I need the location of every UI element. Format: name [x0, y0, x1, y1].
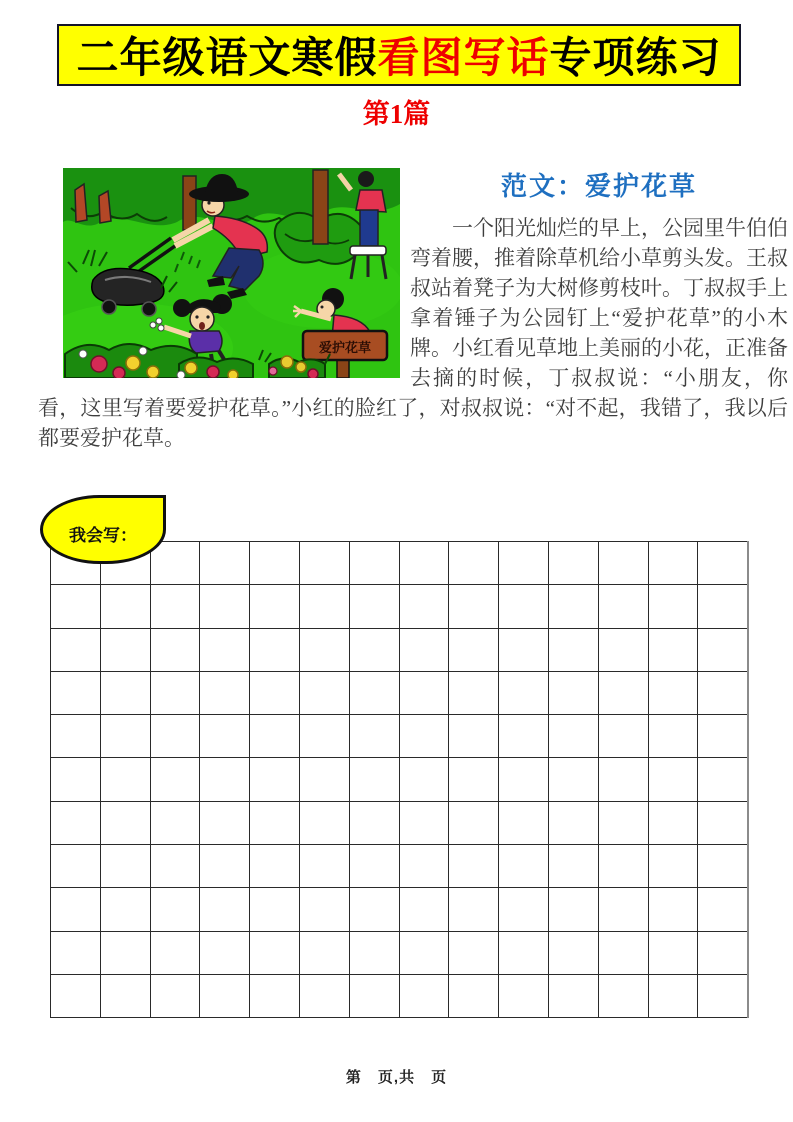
- grid-cell: [100, 715, 150, 758]
- grid-cell: [548, 715, 598, 758]
- grid-row: [51, 628, 749, 671]
- grid-cell: [51, 845, 101, 888]
- page-footer: 第 页,共 页: [345, 1069, 448, 1086]
- grid-cell: [499, 758, 549, 801]
- essay-body-text: 一个阳光灿烂的早上，公园里牛伯伯弯着腰，推着除草机给小草剪头发。王叔叔站着凳子为大树修剪枝叶。丁叔叔手上拿着锤子为公园钉上“爱护花草”的小木牌。小红看见草地上美丽的小花，正准备去摘的时候，丁叔叔说：“小朋友，你看，这里写着要爱护花草。”小红的脸红了，对叔叔说：“对不起，我错了，我以后都要爱护花草。: [38, 216, 788, 450]
- grid-cell: [250, 542, 300, 585]
- grid-cell: [598, 585, 648, 628]
- grid-cell: [250, 931, 300, 974]
- grid-cell: [698, 845, 748, 888]
- grid-cell: [299, 758, 349, 801]
- grid-cell: [648, 888, 698, 931]
- grid-cell: [349, 801, 399, 844]
- grid-cell: [698, 974, 748, 1017]
- grid-cell: [648, 542, 698, 585]
- grid-cell: [100, 974, 150, 1017]
- grid-cell: [548, 845, 598, 888]
- grid-cell: [499, 888, 549, 931]
- grid-cell: [698, 542, 748, 585]
- grid-cell: [399, 715, 449, 758]
- grid-cell: [150, 758, 200, 801]
- grid-cell: [598, 801, 648, 844]
- grid-cell: [598, 542, 648, 585]
- grid-cell: [200, 758, 250, 801]
- grid-cell: [299, 671, 349, 714]
- grid-cell: [299, 888, 349, 931]
- title-segment-2-red: 看图写话: [377, 36, 550, 82]
- grid-row: [51, 758, 749, 801]
- grid-row: [51, 931, 749, 974]
- grid-cell: [499, 542, 549, 585]
- grid-cell: [100, 758, 150, 801]
- grid-cell: [399, 931, 449, 974]
- grid-cell: [100, 585, 150, 628]
- grid-cell: [349, 715, 399, 758]
- title-banner: [57, 24, 741, 86]
- grid-cell: [548, 888, 598, 931]
- grid-cell: [449, 845, 499, 888]
- grid-cell: [598, 888, 648, 931]
- sample-essay-heading: 范文：爱护花草: [500, 172, 697, 201]
- grid-cell: [499, 585, 549, 628]
- grid-cell: [648, 758, 698, 801]
- grid-cell: [51, 715, 101, 758]
- grid-row: [51, 801, 749, 844]
- grid-cell: [698, 931, 748, 974]
- grid-cell: [598, 671, 648, 714]
- grid-cell: [150, 585, 200, 628]
- grid-cell: [648, 974, 698, 1017]
- grid-cell: [648, 845, 698, 888]
- grid-cell: [250, 585, 300, 628]
- grid-cell: [299, 974, 349, 1017]
- grid-cell: [200, 888, 250, 931]
- sign-text: 爱护花草: [318, 340, 372, 355]
- park-illustration: [63, 168, 400, 378]
- grid-cell: [548, 974, 598, 1017]
- grid-cell: [349, 845, 399, 888]
- grid-row: [51, 671, 749, 714]
- grid-cell: [349, 888, 399, 931]
- grid-cell: [51, 585, 101, 628]
- grid-cell: [648, 801, 698, 844]
- grid-cell: [499, 931, 549, 974]
- grid-cell: [349, 585, 399, 628]
- grid-cell: [250, 671, 300, 714]
- grid-cell: [250, 845, 300, 888]
- grid-cell: [51, 671, 101, 714]
- grid-cell: [698, 585, 748, 628]
- grid-cell: [648, 585, 698, 628]
- grid-cell: [100, 888, 150, 931]
- grid-cell: [399, 585, 449, 628]
- grid-cell: [648, 628, 698, 671]
- grid-cell: [598, 974, 648, 1017]
- grid-cell: [648, 715, 698, 758]
- grid-cell: [200, 931, 250, 974]
- grid-cell: [449, 671, 499, 714]
- grid-cell: [51, 931, 101, 974]
- grid-cell: [698, 715, 748, 758]
- grid-cell: [150, 715, 200, 758]
- grid-cell: [499, 671, 549, 714]
- grid-cell: [399, 671, 449, 714]
- grid-cell: [499, 715, 549, 758]
- grid-cell: [150, 931, 200, 974]
- grid-cell: [349, 758, 399, 801]
- grid-cell: [150, 542, 200, 585]
- grid-cell: [399, 974, 449, 1017]
- grid-cell: [250, 801, 300, 844]
- grid-cell: [399, 628, 449, 671]
- grid-cell: [200, 671, 250, 714]
- grid-cell: [449, 974, 499, 1017]
- grid-cell: [51, 888, 101, 931]
- writing-grid: [50, 541, 749, 1018]
- grid-cell: [648, 671, 698, 714]
- grid-cell: [499, 974, 549, 1017]
- grid-cell: [200, 801, 250, 844]
- title-segment-3: 专项练习: [549, 36, 722, 82]
- grid-cell: [100, 931, 150, 974]
- grid-cell: [598, 758, 648, 801]
- grid-cell: [100, 801, 150, 844]
- i-can-write-label: 我会写：: [69, 526, 137, 545]
- grid-row: [51, 585, 749, 628]
- grid-cell: [449, 585, 499, 628]
- grid-cell: [598, 628, 648, 671]
- grid-cell: [150, 974, 200, 1017]
- grid-cell: [449, 628, 499, 671]
- grid-cell: [449, 801, 499, 844]
- grid-cell: [499, 628, 549, 671]
- grid-cell: [548, 671, 598, 714]
- i-can-write-callout: [40, 495, 166, 564]
- grid-cell: [299, 715, 349, 758]
- grid-cell: [299, 931, 349, 974]
- grid-cell: [399, 801, 449, 844]
- essay-section: [38, 164, 788, 453]
- grid-cell: [150, 628, 200, 671]
- grid-cell: [548, 585, 598, 628]
- grid-cell: [51, 801, 101, 844]
- grid-cell: [51, 628, 101, 671]
- grid-cell: [299, 628, 349, 671]
- grid-row: [51, 715, 749, 758]
- grid-cell: [250, 888, 300, 931]
- grid-cell: [299, 585, 349, 628]
- grid-cell: [499, 845, 549, 888]
- grid-cell: [51, 974, 101, 1017]
- grid-cell: [548, 931, 598, 974]
- grid-cell: [548, 801, 598, 844]
- grid-cell: [200, 542, 250, 585]
- grid-cell: [698, 671, 748, 714]
- grid-cell: [449, 931, 499, 974]
- grid-cell: [200, 974, 250, 1017]
- grid-cell: [349, 931, 399, 974]
- grid-row: [51, 845, 749, 888]
- grid-cell: [200, 845, 250, 888]
- grid-cell: [598, 931, 648, 974]
- grid-cell: [349, 974, 399, 1017]
- grid-cell: [698, 888, 748, 931]
- grid-cell: [299, 542, 349, 585]
- grid-cell: [100, 671, 150, 714]
- chapter-subtitle: 第1篇: [362, 99, 431, 129]
- grid-cell: [100, 845, 150, 888]
- grid-row: [51, 974, 749, 1017]
- grid-cell: [399, 542, 449, 585]
- grid-cell: [698, 801, 748, 844]
- grid-cell: [548, 542, 598, 585]
- grid-cell: [399, 845, 449, 888]
- grid-cell: [548, 758, 598, 801]
- grid-cell: [449, 542, 499, 585]
- grid-cell: [449, 888, 499, 931]
- grid-cell: [250, 715, 300, 758]
- grid-cell: [100, 628, 150, 671]
- grid-cell: [299, 801, 349, 844]
- grid-cell: [598, 715, 648, 758]
- grid-cell: [250, 628, 300, 671]
- grid-cell: [698, 758, 748, 801]
- grid-cell: [399, 888, 449, 931]
- grid-cell: [698, 628, 748, 671]
- grid-cell: [349, 671, 399, 714]
- grid-cell: [150, 801, 200, 844]
- grid-cell: [200, 628, 250, 671]
- grid-cell: [499, 801, 549, 844]
- grid-cell: [200, 715, 250, 758]
- grid-cell: [51, 758, 101, 801]
- grid-cell: [299, 845, 349, 888]
- grid-cell: [598, 845, 648, 888]
- grid-cell: [250, 974, 300, 1017]
- grid-cell: [449, 758, 499, 801]
- grid-cell: [548, 628, 598, 671]
- grid-cell: [349, 628, 399, 671]
- grid-cell: [399, 758, 449, 801]
- grid-cell: [648, 931, 698, 974]
- grid-cell: [150, 845, 200, 888]
- grid-row: [51, 888, 749, 931]
- grid-cell: [200, 585, 250, 628]
- grid-cell: [349, 542, 399, 585]
- grid-cell: [449, 715, 499, 758]
- title-segment-1: 二年级语文寒假: [76, 36, 378, 82]
- grid-cell: [150, 671, 200, 714]
- grid-cell: [150, 888, 200, 931]
- grid-cell: [250, 758, 300, 801]
